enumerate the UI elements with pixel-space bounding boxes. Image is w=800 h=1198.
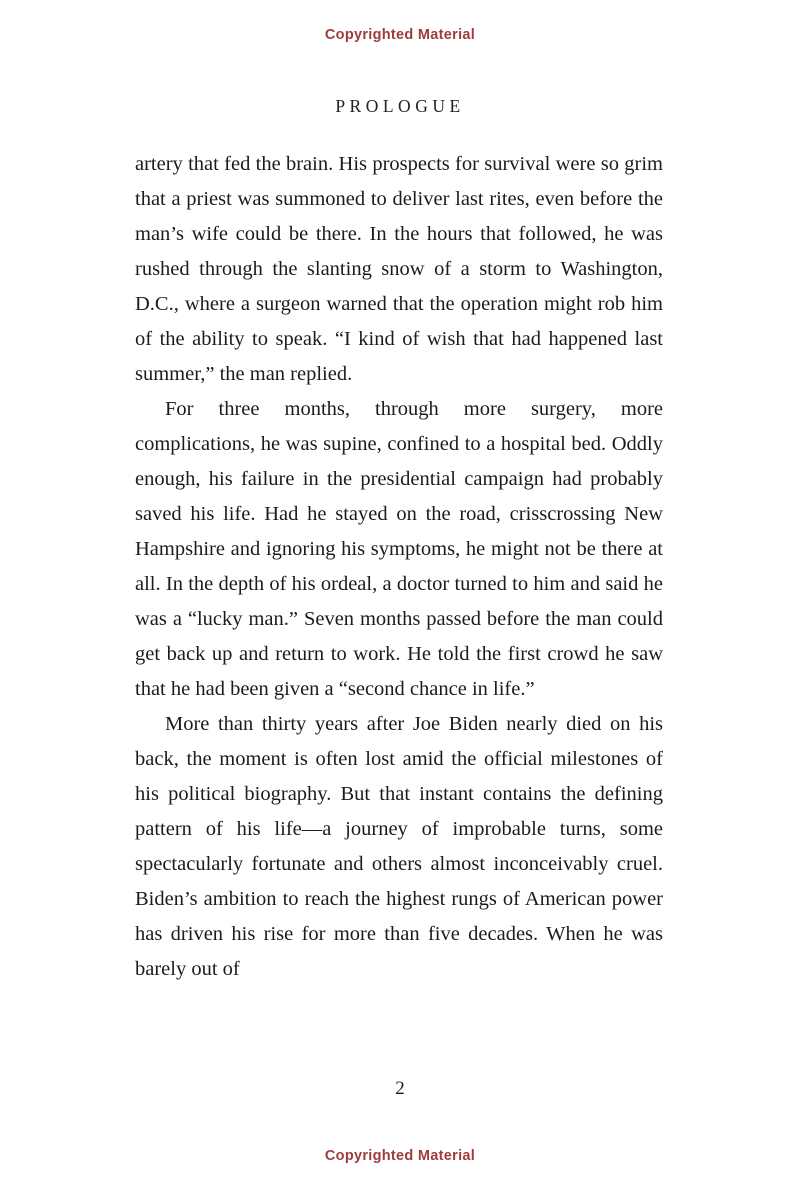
copyright-notice-top: Copyrighted Material — [324, 27, 476, 43]
copyright-notice-bottom: Copyrighted Material — [324, 1148, 476, 1164]
body-paragraph: artery that fed the brain. His prospects for survival were so grim that a priest was summoned to deliver last rites, even before the man’s wife could be there. In the hours that followed, he was rushed through the slanting snow of a storm to Washington, D.C., where a surgeon warned that the operation might rob him of the ability to speak. “I kind of wish that had happened last summer,” the man replied. — [135, 153, 663, 385]
body-text — [135, 147, 663, 987]
page-number: 2 — [395, 1078, 405, 1099]
body-paragraph: For three months, through more surgery, more complications, he was supine, confined to a hospital bed. Oddly enough, his failure in the presidential campaign had probably saved his life. Had he stayed on the road, crisscrossing New Hampshire and ignoring his symptoms, he might not be there at all. In the depth of his ordeal, a doctor turned to him and said he was a “lucky man.” Seven months passed before the man could get back up and return to work. He told the first crowd he saw that he had been given a “second chance in life.” — [135, 398, 663, 700]
chapter-heading: PROLOGUE — [335, 96, 465, 116]
body-paragraph: More than thirty years after Joe Biden nearly died on his back, the moment is often lost amid the official milestones of his political biography. But that instant contains the defining pattern of his life—a journey of improbable turns, some spectacularly fortunate and others almost inconceivably cruel. Biden’s ambition to reach the highest rungs of American power has driven his rise for more than five decades. When he was barely out of — [135, 713, 663, 980]
